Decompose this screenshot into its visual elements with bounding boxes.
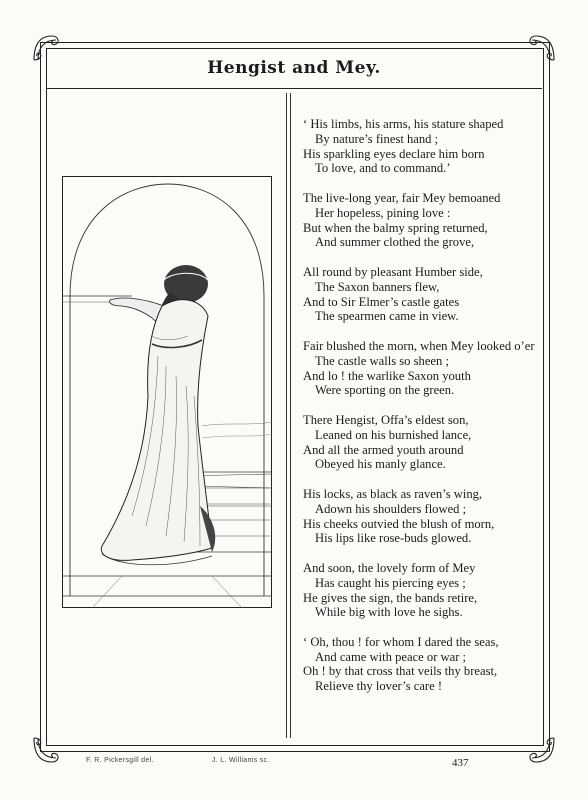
poem-line: And came with peace or war ; (315, 649, 467, 664)
poem-line: The castle walls so sheen ; (315, 353, 449, 368)
poem-line: His cheeks outvied the blush of morn, (303, 516, 495, 531)
poem-line: And all the armed youth around (303, 442, 464, 457)
poem-line: The live-long year, fair Mey bemoaned (303, 190, 501, 205)
stanza (303, 635, 543, 694)
stanza (303, 191, 543, 250)
poem-line: Her hopeless, pining love : (315, 205, 451, 220)
poem-line: And soon, the lovely form of Mey (303, 560, 476, 575)
column-divider (286, 93, 287, 738)
poem-line: While big with love he sighs. (315, 605, 463, 620)
poem-line: Were sporting on the green. (315, 383, 455, 398)
poem-line: ‘ His limbs, his arms, his stature shaped (303, 117, 504, 131)
stanza (303, 487, 543, 546)
header-rule (46, 88, 542, 89)
poem-line: Has caught his piercing eyes ; (315, 575, 466, 590)
poem-line: His lips like rose-buds glowed. (315, 531, 472, 546)
poem-text (303, 117, 543, 709)
poem-line: Relieve thy lover’s care ! (315, 679, 443, 694)
poem-line: There Hengist, Offa’s eldest son, (303, 412, 469, 427)
poem-line: By nature’s finest hand ; (315, 131, 439, 146)
poem-line: Adown his shoulders flowed ; (315, 501, 467, 516)
poem-line: He gives the sign, the bands retire, (303, 590, 478, 605)
corner-ornament-icon (524, 734, 558, 768)
corner-ornament-icon (30, 734, 64, 768)
poem-line: The Saxon banners flew, (315, 279, 440, 294)
stanza (303, 265, 543, 324)
page-title: Hengist and Mey. (207, 58, 381, 78)
poem-line: His sparkling eyes declare him born (303, 146, 485, 161)
poem-line: And to Sir Elmer’s castle gates (303, 294, 460, 309)
artist-credit: F. R. Pickersgill del. (86, 757, 154, 764)
poem-line: His locks, as black as raven’s wing, (303, 486, 483, 501)
stanza (303, 339, 543, 398)
page-number: 437 (452, 757, 469, 769)
poem-line: But when the balmy spring returned, (303, 220, 488, 235)
column-divider (290, 93, 291, 738)
poem-line: Oh ! by that cross that veils thy breast, (303, 664, 498, 679)
poem-line: ‘ Oh, thou ! for whom I dared the seas, (303, 634, 499, 649)
engraver-credit: J. L. Williams sc. (212, 757, 270, 764)
poem-line: To love, and to command.’ (315, 161, 451, 176)
poem-line: And summer clothed the grove, (315, 235, 475, 250)
engraving-illustration (62, 176, 272, 608)
stanza (303, 561, 543, 620)
poem-line: And lo ! the warlike Saxon youth (303, 368, 471, 383)
poem-line: Leaned on his burnished lance, (315, 427, 472, 442)
stanza (303, 117, 543, 176)
poem-line: Fair blushed the morn, when Mey looked o’er (303, 338, 535, 353)
poem-line: Obeyed his manly glance. (315, 457, 446, 472)
poem-line: The spearmen came in view. (315, 309, 459, 324)
stanza (303, 413, 543, 472)
poem-line: All round by pleasant Humber side, (303, 264, 483, 279)
